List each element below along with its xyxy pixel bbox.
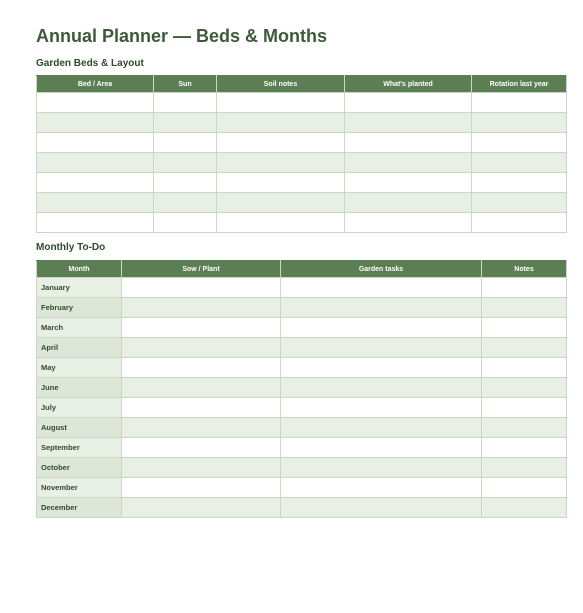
month-label: February [37,298,122,318]
column-header-soil-notes: Soil notes [217,76,345,93]
month-label: August [37,418,122,438]
month-label: October [37,458,122,478]
beds-cell[interactable] [217,193,345,213]
months-header-row [37,261,567,278]
beds-cell[interactable] [154,173,217,193]
beds-cell[interactable] [345,173,472,193]
monthly-todo-heading: Monthly To-Do [36,242,106,253]
beds-cell[interactable] [345,113,472,133]
month-entry-cell[interactable] [482,358,567,378]
column-header-garden-tasks: Garden tasks [281,261,482,278]
table-row [37,173,567,193]
month-entry-cell[interactable] [482,378,567,398]
month-entry-cell[interactable] [482,458,567,478]
month-label: November [37,478,122,498]
month-entry-cell[interactable] [122,278,281,298]
beds-cell[interactable] [37,93,154,113]
table-row [37,418,567,438]
month-label: September [37,438,122,458]
beds-cell[interactable] [154,113,217,133]
month-label: July [37,398,122,418]
table-row [37,278,567,298]
month-entry-cell[interactable] [122,318,281,338]
month-entry-cell[interactable] [281,458,482,478]
table-row [37,478,567,498]
month-entry-cell[interactable] [281,478,482,498]
beds-cell[interactable] [472,113,567,133]
table-row [37,378,567,398]
beds-cell[interactable] [472,93,567,113]
beds-cell[interactable] [37,173,154,193]
table-row [37,458,567,478]
month-entry-cell[interactable] [482,298,567,318]
table-row [37,133,567,153]
table-row [37,358,567,378]
column-header-month: Month [37,261,122,278]
month-entry-cell[interactable] [122,418,281,438]
month-entry-cell[interactable] [122,398,281,418]
beds-cell[interactable] [154,133,217,153]
beds-cell[interactable] [345,193,472,213]
month-label: May [37,358,122,378]
month-entry-cell[interactable] [122,498,281,518]
month-entry-cell[interactable] [482,398,567,418]
monthly-todo-table [36,260,567,518]
month-entry-cell[interactable] [281,358,482,378]
month-label: June [37,378,122,398]
month-entry-cell[interactable] [281,398,482,418]
column-header-sow-plant: Sow / Plant [122,261,281,278]
table-row [37,438,567,458]
month-entry-cell[interactable] [281,278,482,298]
month-entry-cell[interactable] [482,338,567,358]
beds-cell[interactable] [37,113,154,133]
beds-cell[interactable] [217,113,345,133]
column-header-sun: Sun [154,76,217,93]
month-entry-cell[interactable] [281,438,482,458]
beds-cell[interactable] [345,93,472,113]
table-row [37,318,567,338]
month-label: January [37,278,122,298]
beds-cell[interactable] [217,153,345,173]
beds-cell[interactable] [472,133,567,153]
beds-cell[interactable] [37,213,154,233]
beds-cell[interactable] [472,193,567,213]
month-entry-cell[interactable] [122,378,281,398]
beds-header-row [37,76,567,93]
beds-cell[interactable] [37,193,154,213]
beds-cell[interactable] [472,153,567,173]
month-entry-cell[interactable] [482,438,567,458]
table-row [37,498,567,518]
column-header-notes: Notes [482,261,567,278]
beds-cell[interactable] [217,133,345,153]
beds-section-heading: Garden Beds & Layout [36,58,144,69]
beds-cell[interactable] [154,153,217,173]
beds-cell[interactable] [472,213,567,233]
beds-cell[interactable] [154,213,217,233]
beds-cell[interactable] [472,173,567,193]
month-label: April [37,338,122,358]
month-entry-cell[interactable] [482,418,567,438]
month-label: March [37,318,122,338]
beds-cell[interactable] [37,153,154,173]
month-entry-cell[interactable] [482,478,567,498]
beds-cell[interactable] [217,213,345,233]
month-entry-cell[interactable] [122,298,281,318]
beds-cell[interactable] [217,173,345,193]
table-row [37,113,567,133]
month-entry-cell[interactable] [482,498,567,518]
month-entry-cell[interactable] [122,358,281,378]
table-row [37,213,567,233]
beds-cell[interactable] [217,93,345,113]
table-row [37,93,567,113]
month-entry-cell[interactable] [281,318,482,338]
page-title: Annual Planner — Beds & Months [36,26,328,46]
beds-cell[interactable] [154,193,217,213]
month-entry-cell[interactable] [122,478,281,498]
month-label: December [37,498,122,518]
month-entry-cell[interactable] [482,318,567,338]
month-entry-cell[interactable] [281,418,482,438]
month-entry-cell[interactable] [281,378,482,398]
beds-cell[interactable] [345,133,472,153]
table-row [37,398,567,418]
month-entry-cell[interactable] [281,498,482,518]
column-header-rotation-last-year: Rotation last year [472,76,567,93]
beds-cell[interactable] [345,153,472,173]
month-entry-cell[interactable] [122,438,281,458]
table-row [37,338,567,358]
month-entry-cell[interactable] [482,278,567,298]
beds-layout-table [36,75,567,233]
month-entry-cell[interactable] [281,298,482,318]
beds-cell[interactable] [37,133,154,153]
table-row [37,153,567,173]
table-row [37,193,567,213]
column-header-whats-planted: What's planted [345,76,472,93]
month-entry-cell[interactable] [122,458,281,478]
column-header-bed-area: Bed / Area [37,76,154,93]
month-entry-cell[interactable] [281,338,482,358]
month-entry-cell[interactable] [122,338,281,358]
table-row [37,298,567,318]
beds-cell[interactable] [154,93,217,113]
beds-cell[interactable] [345,213,472,233]
